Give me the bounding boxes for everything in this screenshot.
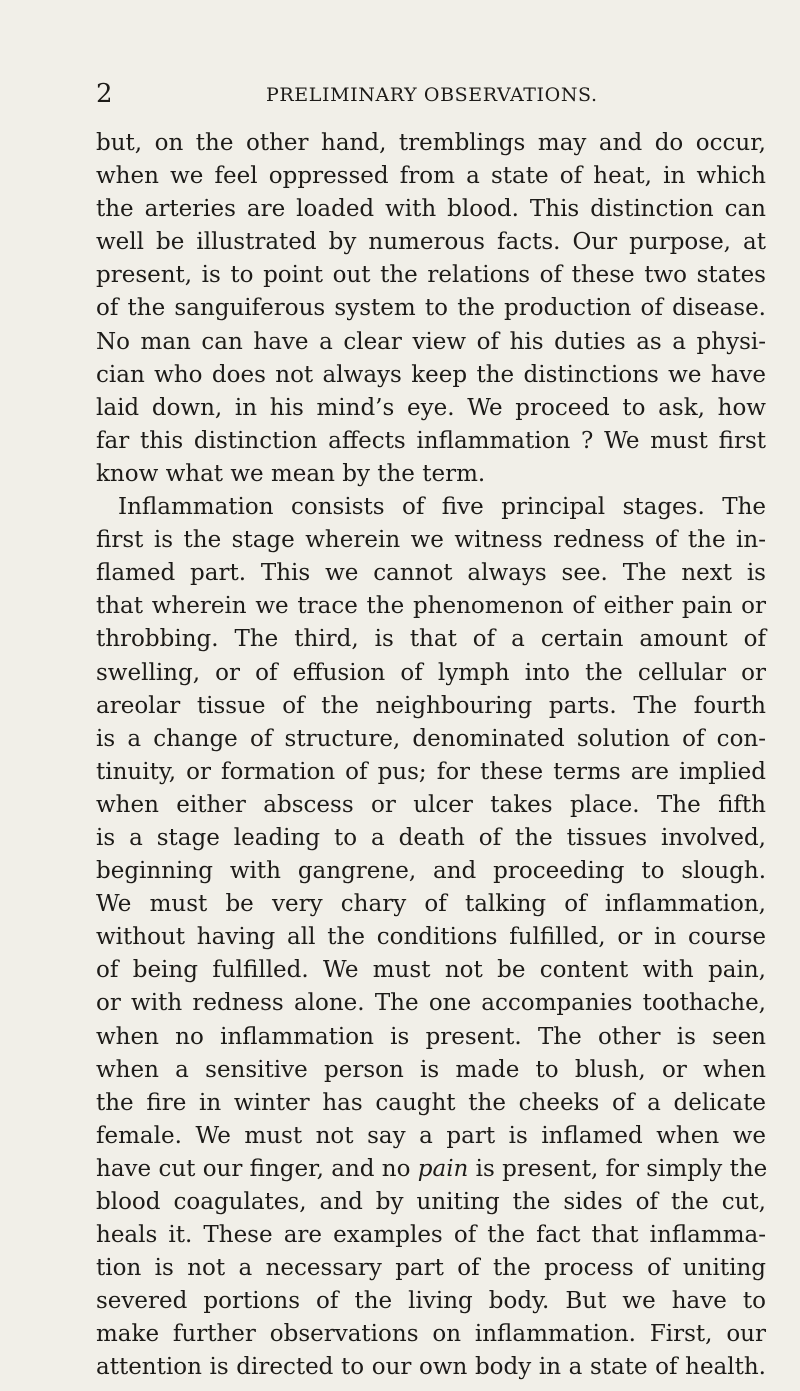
- text-line: when a sensitive person is made to blush, or when: [96, 1056, 766, 1083]
- text-line: know what we mean by the term.: [96, 460, 486, 487]
- text-line: heals it. These are examples of the fact that inflamma-: [96, 1222, 766, 1249]
- text-line: No man can have a clear view of his duties as a physi-: [96, 328, 766, 355]
- text-line: throbbing. The third, is that of a certain amount of: [96, 626, 766, 653]
- text-line: without having all the conditions fulfilled, or in course: [96, 924, 766, 951]
- text-line: female. We must not say a part is inflamed when we: [96, 1122, 766, 1149]
- page-header: [96, 76, 766, 112]
- text-line: tion is not a necessary part of the process of uniting: [96, 1255, 766, 1282]
- text-line: blood coagulates, and by uniting the sides of the cut,: [96, 1189, 766, 1215]
- text-line: when no inflammation is present. The other is seen: [96, 1023, 766, 1050]
- text-line: far this distinction affects inflammation ? We must first: [96, 427, 766, 454]
- text-segment: have cut our finger, and no: [96, 1155, 418, 1182]
- text-line-with-italic: [96, 1153, 766, 1186]
- text-line: severed portions of the living body. But we have to: [96, 1288, 766, 1315]
- italic-word: pain: [417, 1155, 469, 1182]
- text-segment: is present, for simply the: [468, 1155, 768, 1182]
- text-line: tinuity, or formation of pus; for these terms are implied: [96, 758, 766, 785]
- text-line: or with redness alone. The one accompanies toothache,: [96, 990, 766, 1017]
- text-line: Inflammation consists of five principal stages. The: [118, 494, 766, 521]
- text-line: when we feel oppressed from a state of heat, in which: [96, 163, 766, 190]
- page-number: 2: [96, 79, 113, 109]
- text-line: but, on the other hand, tremblings may and do occur,: [96, 130, 766, 156]
- text-line: laid down, in his mind’s eye. We proceed to ask, how: [96, 394, 766, 421]
- body-text: [96, 127, 766, 1385]
- text-line: present, is to point out the relations of these two states: [96, 262, 766, 289]
- text-line: make further observations on inflammation. First, our: [96, 1321, 766, 1348]
- text-line: the arteries are loaded with blood. This distinction can: [96, 196, 766, 223]
- text-line: first is the stage wherein we witness redness of the in-: [96, 527, 766, 554]
- text-line: flamed part. This we cannot always see. The next is: [96, 560, 766, 587]
- text-line: is a change of structure, denominated solution of con-: [96, 725, 766, 752]
- text-line: attention is directed to our own body in a state of health.: [96, 1354, 766, 1381]
- text-line: We must be very chary of talking of inflammation,: [96, 891, 766, 918]
- text-line: beginning with gangrene, and proceeding to slough.: [96, 858, 766, 885]
- text-line: of the sanguiferous system to the production of disease.: [96, 295, 766, 322]
- text-line: well be illustrated by numerous facts. Our purpose, at: [96, 229, 766, 256]
- text-line: of being fulfilled. We must not be content with pain,: [96, 957, 766, 984]
- text-line: swelling, or of effusion of lymph into the cellular or: [96, 659, 766, 686]
- text-line: when either abscess or ulcer takes place. The fifth: [96, 791, 766, 818]
- text-line: is a stage leading to a death of the tissues involved,: [96, 824, 766, 851]
- running-title: PRELIMINARY OBSERVATIONS.: [266, 84, 598, 106]
- text-line: that wherein we trace the phenomenon of either pain or: [96, 593, 766, 620]
- text-line: the fire in winter has caught the cheeks of a delicate: [96, 1089, 766, 1116]
- text-line: cian who does not always keep the distinctions we have: [96, 361, 766, 388]
- text-line: areolar tissue of the neighbouring parts. The fourth: [96, 692, 766, 719]
